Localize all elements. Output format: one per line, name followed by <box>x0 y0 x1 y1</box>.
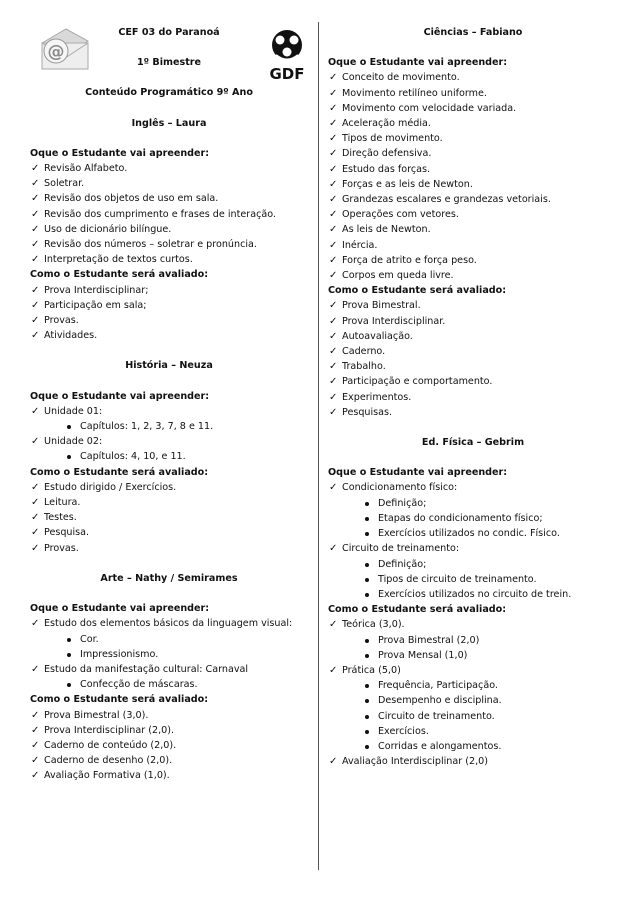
list-item: ✓ Provas. <box>30 541 308 556</box>
arte-learn1-sublist <box>30 632 308 662</box>
ciencias-evaluate-list <box>328 298 618 420</box>
list-item: ✓ Conceito de movimento. <box>328 70 618 85</box>
list-item: ✓ Prova Bimestral (3,0). <box>30 708 308 723</box>
edfisica-learn-list <box>328 480 618 495</box>
list-item: ✓ Circuito de treinamento: <box>328 541 618 556</box>
ingles-learn-heading: Oque o Estudante vai apreender: <box>30 147 210 159</box>
ingles-evaluate-list <box>30 283 308 344</box>
svg-text:@: @ <box>47 42 65 62</box>
list-item: ✓ Movimento com velocidade variada. <box>328 101 618 116</box>
list-item: ✓ Avaliação Interdisciplinar (2,0) <box>328 754 618 769</box>
list-item: ✓ Tipos de movimento. <box>328 131 618 146</box>
list-item: ✓ Prática (5,0) <box>328 663 618 678</box>
list-item: ✓ Inércia. <box>328 238 618 253</box>
list-item: ✓ Caderno. <box>328 344 618 359</box>
arte-evaluate-list <box>30 708 308 784</box>
historia-unit2-sublist <box>30 449 308 464</box>
edfisica-title: Ed. Física – Gebrim <box>421 437 525 449</box>
list-item: Cor. <box>66 632 308 647</box>
list-item: ✓ Provas. <box>30 313 308 328</box>
list-item: ✓ Experimentos. <box>328 390 618 405</box>
list-item: ✓ Operações com vetores. <box>328 207 618 222</box>
historia-learn-heading: Oque o Estudante vai apreender: <box>30 390 210 402</box>
list-item: ✓ Revisão dos cumprimento e frases de interação. <box>30 207 308 222</box>
list-item: ✓ Estudo dirigido / Exercícios. <box>30 480 308 495</box>
edfisica-learn-heading: Oque o Estudante vai apreender: <box>328 467 508 479</box>
historia-evaluate-list <box>30 480 308 556</box>
bimester-label: 1º Bimestre <box>136 57 202 69</box>
column-divider <box>318 22 319 870</box>
list-item: Prova Mensal (1,0) <box>364 648 618 663</box>
list-item: ✓ Revisão dos números – soletrar e pronúncia. <box>30 237 308 252</box>
historia-learn-list-2 <box>30 434 308 449</box>
edfisica-evaluate-list-2 <box>328 663 618 678</box>
gdf-logo-text: GDF <box>269 65 305 82</box>
edfisica-eval2-sublist <box>328 678 618 754</box>
list-item: ✓ Estudo dos elementos básicos da linguagem visual: <box>30 616 308 631</box>
list-item: ✓ Pesquisas. <box>328 405 618 420</box>
list-item: ✓ Interpretação de textos curtos. <box>30 252 308 267</box>
ingles-learn-list <box>30 161 308 267</box>
list-item: ✓ Grandezas escalares e grandezas vetoriais. <box>328 192 618 207</box>
list-item: ✓ Participação e comportamento. <box>328 374 618 389</box>
list-item: ✓ Leitura. <box>30 495 308 510</box>
list-item: Capítulos: 1, 2, 3, 7, 8 e 11. <box>66 419 308 434</box>
list-item: ✓ Uso de dicionário bilíngue. <box>30 222 308 237</box>
list-item: Definição; <box>364 496 618 511</box>
list-item: ✓ Prova Bimestral. <box>328 298 618 313</box>
arte-title: Arte – Nathy / Semirames <box>100 572 238 584</box>
list-item: ✓ Prova Interdisciplinar; <box>30 283 308 298</box>
list-item: Exercícios. <box>364 724 618 739</box>
edfisica-eval1-sublist <box>328 633 618 663</box>
list-item: ✓ Forças e as leis de Newton. <box>328 177 618 192</box>
list-item: Exercícios utilizados no circuito de trein. <box>364 587 618 602</box>
ingles-evaluate-heading: Como o Estudante será avaliado: <box>30 269 209 281</box>
list-item: Confecção de máscaras. <box>66 677 308 692</box>
list-item: ✓ Estudo das forças. <box>328 162 618 177</box>
ciencias-learn-heading: Oque o Estudante vai apreender: <box>328 57 508 69</box>
list-item: ✓ Força de atrito e força peso. <box>328 253 618 268</box>
edfisica-evaluate-list <box>328 617 618 632</box>
arte-learn-heading: Oque o Estudante vai apreender: <box>30 603 210 615</box>
list-item: Corridas e alongamentos. <box>364 739 618 754</box>
list-item: Capítulos: 4, 10, e 11. <box>66 449 308 464</box>
list-item: ✓ Caderno de conteúdo (2,0). <box>30 738 308 753</box>
arte-learn-list-2 <box>30 662 308 677</box>
edfisica-learn1-sublist <box>328 496 618 542</box>
list-item: Circuito de treinamento. <box>364 709 618 724</box>
list-item: ✓ Atividades. <box>30 328 308 343</box>
list-item: ✓ As leis de Newton. <box>328 222 618 237</box>
list-item: Desempenho e disciplina. <box>364 693 618 708</box>
edfisica-evaluate-heading: Como o Estudante será avaliado: <box>328 604 507 616</box>
right-column <box>328 0 618 769</box>
list-item: ✓ Movimento retilíneo uniforme. <box>328 86 618 101</box>
list-item: Prova Bimestral (2,0) <box>364 633 618 648</box>
list-item: Frequência, Participação. <box>364 678 618 693</box>
list-item: Etapas do condicionamento físico; <box>364 511 618 526</box>
list-item: ✓ Unidade 01: <box>30 404 308 419</box>
historia-evaluate-heading: Como o Estudante será avaliado: <box>30 466 209 478</box>
ciencias-title: Ciências – Fabiano <box>423 27 523 38</box>
list-item: ✓ Prova Interdisciplinar (2,0). <box>30 723 308 738</box>
list-item: ✓ Revisão dos objetos de uso em sala. <box>30 191 308 206</box>
arte-learn-list <box>30 616 308 631</box>
list-item: ✓ Aceleração média. <box>328 116 618 131</box>
list-item: ✓ Corpos em queda livre. <box>328 268 618 283</box>
historia-unit1-sublist <box>30 419 308 434</box>
list-item: ✓ Condicionamento físico: <box>328 480 618 495</box>
list-item: ✓ Trabalho. <box>328 359 618 374</box>
left-column <box>30 0 308 784</box>
list-item: ✓ Soletrar. <box>30 176 308 191</box>
list-item: Tipos de circuito de treinamento. <box>364 572 618 587</box>
arte-learn2-sublist <box>30 677 308 692</box>
edfisica-learn2-sublist <box>328 557 618 603</box>
list-item: ✓ Teórica (3,0). <box>328 617 618 632</box>
list-item: ✓ Unidade 02: <box>30 434 308 449</box>
historia-learn-list <box>30 404 308 419</box>
arte-evaluate-heading: Como o Estudante será avaliado: <box>30 694 209 706</box>
school-name: CEF 03 do Paranoá <box>118 27 220 38</box>
ciencias-evaluate-heading: Como o Estudante será avaliado: <box>328 285 507 297</box>
list-item: ✓ Caderno de desenho (2,0). <box>30 753 308 768</box>
list-item: ✓ Testes. <box>30 510 308 525</box>
ingles-title: Inglês – Laura <box>131 117 207 129</box>
list-item: ✓ Revisão Alfabeto. <box>30 161 308 176</box>
list-item: ✓ Avaliação Formativa (1,0). <box>30 768 308 783</box>
list-item: ✓ Pesquisa. <box>30 525 308 540</box>
list-item: ✓ Direção defensiva. <box>328 146 618 161</box>
list-item: ✓ Autoavaliação. <box>328 329 618 344</box>
edfisica-evaluate-list-3 <box>328 754 618 769</box>
program-title: Conteúdo Programático 9º Ano <box>85 87 253 99</box>
list-item: Definição; <box>364 557 618 572</box>
list-item: ✓ Estudo da manifestação cultural: Carnaval <box>30 662 308 677</box>
edfisica-learn-list-2 <box>328 541 618 556</box>
list-item: ✓ Prova Interdisciplinar. <box>328 314 618 329</box>
list-item: ✓ Participação em sala; <box>30 298 308 313</box>
list-item: Impressionismo. <box>66 647 308 662</box>
historia-title: História – Neuza <box>125 360 213 372</box>
ciencias-learn-list <box>328 70 618 283</box>
list-item: Exercícios utilizados no condic. Físico. <box>364 526 618 541</box>
